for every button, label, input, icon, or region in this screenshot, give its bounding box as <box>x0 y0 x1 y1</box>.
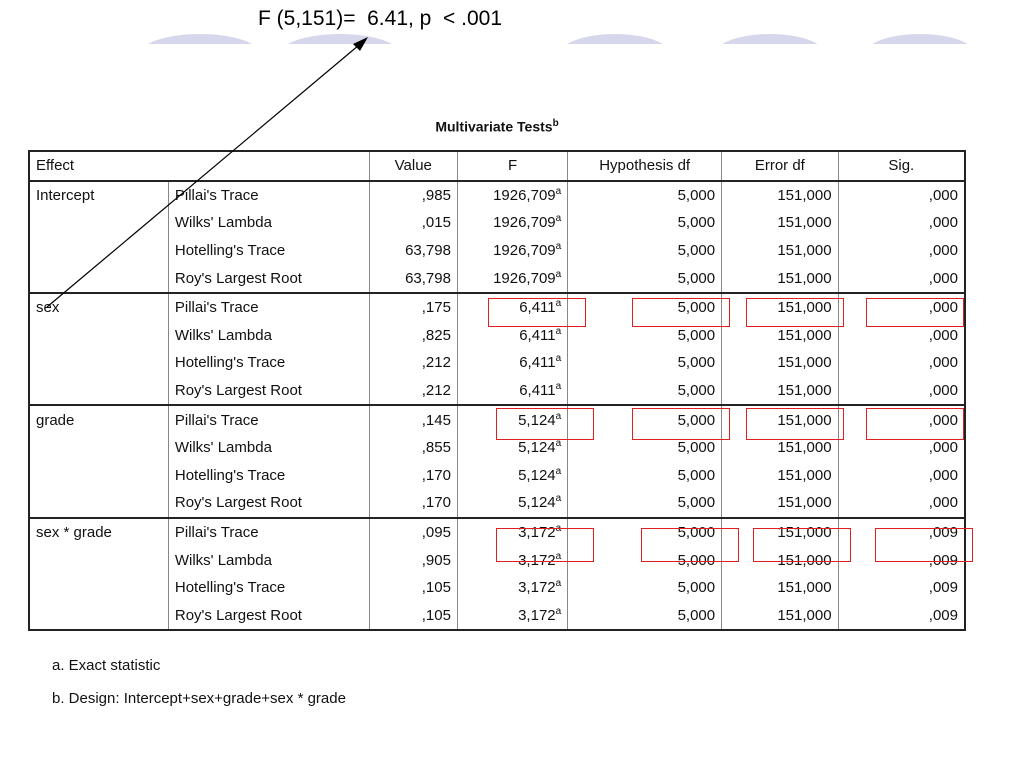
error-df-cell: 151,000 <box>722 322 838 350</box>
hypothesis-df-cell: 5,000 <box>568 322 722 350</box>
statistic-cell: Hotelling's Trace <box>168 237 369 265</box>
statistic-cell: Pillai's Trace <box>168 405 369 434</box>
hypothesis-df-cell: 5,000 <box>568 237 722 265</box>
sig-cell: ,000 <box>838 322 965 350</box>
hypothesis-df-cell: 5,000 <box>568 181 722 210</box>
value-cell: ,985 <box>369 181 457 210</box>
sig-cell: ,000 <box>838 434 965 462</box>
hypothesis-df-cell: 5,000 <box>568 264 722 293</box>
hypothesis-df-cell: 5,000 <box>568 377 722 406</box>
f-value: 3,172 <box>518 579 556 597</box>
statistic-cell: Hotelling's Trace <box>168 462 369 490</box>
value-cell: ,105 <box>369 602 457 631</box>
effect-cell: sex <box>29 293 168 322</box>
sig-cell: ,000 <box>838 377 965 406</box>
annotation-text: F (5,151)= 6.41, p < .001 <box>258 7 502 30</box>
f-superscript: a <box>555 438 562 450</box>
value-cell: ,855 <box>369 434 457 462</box>
statistic-cell: Wilks' Lambda <box>168 434 369 462</box>
f-value: 5,124 <box>518 439 556 457</box>
error-df-cell: 151,000 <box>722 349 838 377</box>
column-header-f: F <box>457 151 567 181</box>
f-value: 3,172 <box>518 606 556 624</box>
table-title-superscript: b <box>552 118 559 129</box>
f-superscript: a <box>555 213 562 225</box>
column-header-sig: Sig. <box>838 151 965 181</box>
f-superscript: a <box>555 185 562 197</box>
statistic-cell: Wilks' Lambda <box>168 546 369 574</box>
value-cell: 63,798 <box>369 264 457 293</box>
hypothesis-df-cell: 5,000 <box>568 574 722 602</box>
sig-cell: ,000 <box>838 405 965 434</box>
sig-cell: ,000 <box>838 293 965 322</box>
error-df-cell: 151,000 <box>722 462 838 490</box>
statistic-cell: Pillai's Trace <box>168 293 369 322</box>
sig-cell: ,009 <box>838 546 965 574</box>
sig-cell: ,000 <box>838 209 965 237</box>
f-superscript: a <box>555 550 562 562</box>
error-df-cell: 151,000 <box>722 518 838 547</box>
value-cell: ,145 <box>369 405 457 434</box>
statistic-cell: Pillai's Trace <box>168 518 369 547</box>
f-superscript: a <box>555 268 562 280</box>
footnote-b: b. Design: Intercept+sex+grade+sex * grade <box>52 690 346 707</box>
f-value: 5,124 <box>518 494 556 512</box>
hypothesis-df-cell: 5,000 <box>568 489 722 518</box>
statistic-cell: Hotelling's Trace <box>168 349 369 377</box>
error-df-cell: 151,000 <box>722 546 838 574</box>
value-cell: ,825 <box>369 322 457 350</box>
hypothesis-df-cell: 5,000 <box>568 209 722 237</box>
f-superscript: a <box>555 381 562 393</box>
sig-cell: ,009 <box>838 518 965 547</box>
f-value: 1926,709 <box>493 269 556 287</box>
error-df-cell: 151,000 <box>722 574 838 602</box>
f-superscript: a <box>555 523 562 535</box>
statistic-cell: Pillai's Trace <box>168 181 369 210</box>
footnote-a: a. Exact statistic <box>52 657 161 674</box>
effect-cell: sex * grade <box>29 518 168 547</box>
hypothesis-df-cell: 5,000 <box>568 349 722 377</box>
sig-cell: ,000 <box>838 237 965 265</box>
value-cell: 63,798 <box>369 237 457 265</box>
f-superscript: a <box>555 353 562 365</box>
error-df-cell: 151,000 <box>722 377 838 406</box>
effect-cell: Intercept <box>29 181 168 210</box>
error-df-cell: 151,000 <box>722 602 838 631</box>
sig-cell: ,009 <box>838 602 965 631</box>
statistic-cell: Roy's Largest Root <box>168 264 369 293</box>
hypothesis-df-cell: 5,000 <box>568 434 722 462</box>
f-value: 6,411 <box>519 299 556 317</box>
f-superscript: a <box>555 465 562 477</box>
sig-cell: ,000 <box>838 489 965 518</box>
table-title-text: Multivariate Tests <box>435 118 553 135</box>
value-cell: ,105 <box>369 574 457 602</box>
f-superscript: a <box>555 325 562 337</box>
f-value: 3,172 <box>518 551 556 569</box>
error-df-cell: 151,000 <box>722 405 838 434</box>
error-df-cell: 151,000 <box>722 209 838 237</box>
value-cell: ,175 <box>369 293 457 322</box>
column-header-value: Value <box>369 151 457 181</box>
column-header-error-df: Error df <box>722 151 838 181</box>
sig-cell: ,000 <box>838 181 965 210</box>
value-cell: ,212 <box>369 377 457 406</box>
effect-cell: grade <box>29 405 168 434</box>
hypothesis-df-cell: 5,000 <box>568 462 722 490</box>
statistic-cell: Wilks' Lambda <box>168 322 369 350</box>
hypothesis-df-cell: 5,000 <box>568 602 722 631</box>
value-cell: ,212 <box>369 349 457 377</box>
error-df-cell: 151,000 <box>722 293 838 322</box>
error-df-cell: 151,000 <box>722 237 838 265</box>
f-value: 1926,709 <box>493 242 556 260</box>
statistic-cell: Roy's Largest Root <box>168 489 369 518</box>
f-superscript: a <box>555 241 562 253</box>
sig-cell: ,009 <box>838 574 965 602</box>
value-cell: ,095 <box>369 518 457 547</box>
f-value: 3,172 <box>518 524 556 542</box>
error-df-cell: 151,000 <box>722 489 838 518</box>
statistic-cell: Wilks' Lambda <box>168 209 369 237</box>
f-superscript: a <box>555 578 562 590</box>
sig-cell: ,000 <box>838 462 965 490</box>
f-superscript: a <box>555 493 562 505</box>
f-value: 6,411 <box>519 326 556 344</box>
f-value: 1926,709 <box>493 214 556 232</box>
error-df-cell: 151,000 <box>722 264 838 293</box>
sig-cell: ,000 <box>838 349 965 377</box>
statistic-cell: Roy's Largest Root <box>168 377 369 406</box>
f-value: 6,411 <box>519 382 556 400</box>
value-cell: ,170 <box>369 489 457 518</box>
f-value: 5,124 <box>518 466 556 484</box>
sig-cell: ,000 <box>838 264 965 293</box>
statistic-cell: Roy's Largest Root <box>168 602 369 631</box>
statistic-cell: Hotelling's Trace <box>168 574 369 602</box>
column-header-hypothesis-df: Hypothesis df <box>568 151 722 181</box>
hypothesis-df-cell: 5,000 <box>568 405 722 434</box>
hypothesis-df-cell: 5,000 <box>568 546 722 574</box>
f-value: 6,411 <box>519 354 556 372</box>
hypothesis-df-cell: 5,000 <box>568 293 722 322</box>
value-cell: ,015 <box>369 209 457 237</box>
column-header-effect: Effect <box>29 151 369 181</box>
value-cell: ,905 <box>369 546 457 574</box>
error-df-cell: 151,000 <box>722 434 838 462</box>
error-df-cell: 151,000 <box>722 181 838 210</box>
f-value: 1926,709 <box>493 186 556 204</box>
hypothesis-df-cell: 5,000 <box>568 518 722 547</box>
f-superscript: a <box>555 298 562 310</box>
f-superscript: a <box>555 605 562 617</box>
value-cell: ,170 <box>369 462 457 490</box>
f-value: 5,124 <box>518 411 556 429</box>
f-superscript: a <box>555 410 562 422</box>
